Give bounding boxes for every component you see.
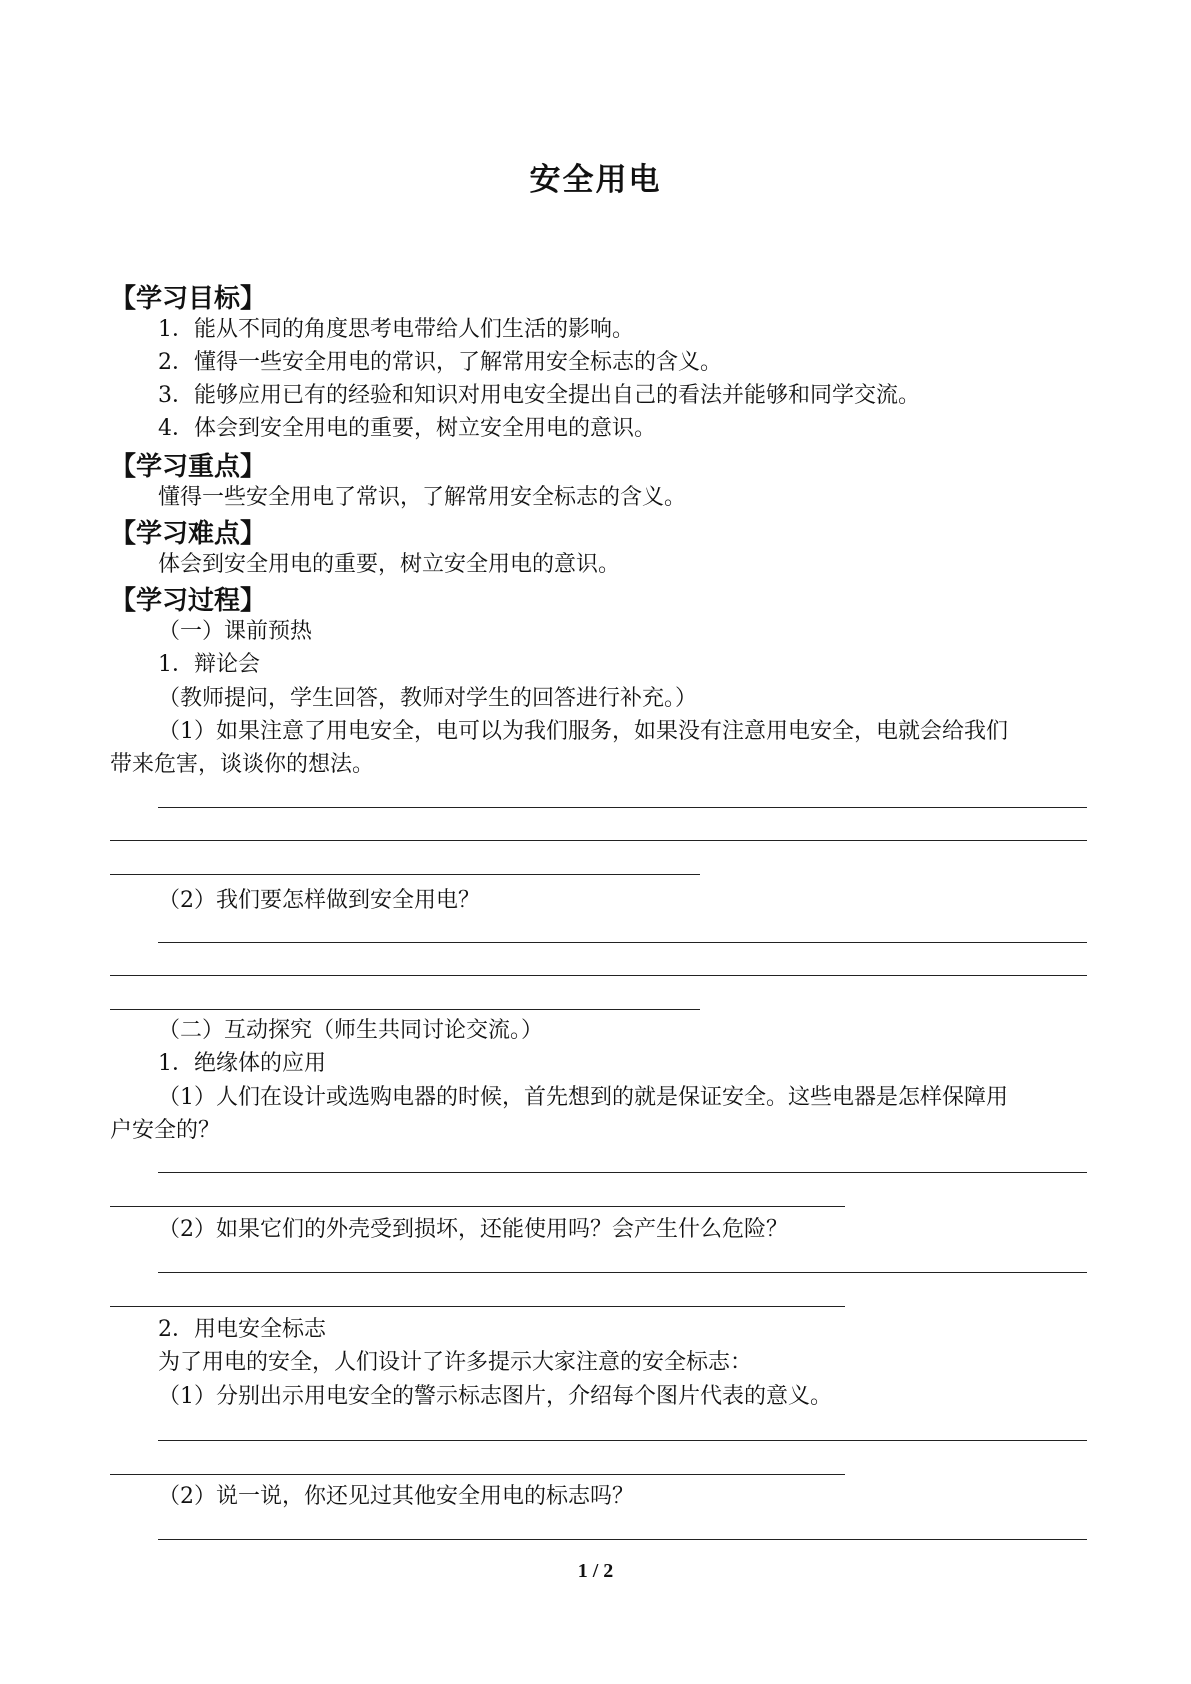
- answer-line[interactable]: [158, 807, 1087, 808]
- part1-question-1: （1）如果注意了用电安全，电可以为我们服务，如果没有注意用电安全，电就会给我们: [158, 719, 1008, 744]
- key-points-text: 懂得一些安全用电了常识，了解常用安全标志的含义。: [158, 485, 687, 510]
- part1-sub1: 1．辩论会: [158, 652, 260, 677]
- part2-intro: 为了用电的安全，人们设计了许多提示大家注意的安全标志：: [158, 1350, 753, 1375]
- answer-line[interactable]: [110, 840, 1087, 841]
- part2-question-3: （1）分别出示用电安全的警示标志图片，介绍每个图片代表的意义。: [158, 1384, 832, 1409]
- part2-sub2: 2．用电安全标志: [158, 1317, 326, 1342]
- answer-line[interactable]: [110, 1474, 845, 1475]
- page-number: 1 / 2: [577, 1560, 614, 1582]
- part1-note: （教师提问，学生回答，教师对学生的回答进行补充。）: [158, 686, 698, 711]
- answer-line[interactable]: [110, 1206, 845, 1207]
- answer-line[interactable]: [158, 942, 1087, 943]
- answer-line[interactable]: [158, 1272, 1087, 1273]
- objective-item: 3．能够应用已有的经验和知识对用电安全提出自己的看法并能够和同学交流。: [158, 383, 920, 408]
- part2-question-4: （2）说一说，你还见过其他安全用电的标志吗？: [158, 1484, 634, 1509]
- part1-question-2: （2）我们要怎样做到安全用电？: [158, 888, 480, 913]
- objective-item: 4．体会到安全用电的重要，树立安全用电的意识。: [158, 416, 656, 441]
- objective-item: 2．懂得一些安全用电的常识，了解常用安全标志的含义。: [158, 350, 722, 375]
- part2-question-2: （2）如果它们的外壳受到损坏，还能使用吗？会产生什么危险？: [158, 1217, 788, 1242]
- answer-line[interactable]: [110, 1009, 700, 1010]
- process-heading: 【学习过程】: [110, 586, 267, 616]
- part1-question-1-cont: 带来危害，谈谈你的想法。: [110, 752, 375, 777]
- answer-line[interactable]: [158, 1440, 1087, 1441]
- answer-line[interactable]: [110, 1306, 845, 1307]
- objectives-heading: 【学习目标】: [110, 284, 267, 314]
- part2-sub1: 1．绝缘体的应用: [158, 1051, 326, 1076]
- answer-line[interactable]: [158, 1172, 1087, 1173]
- answer-line[interactable]: [158, 1539, 1087, 1540]
- answer-line[interactable]: [110, 874, 700, 875]
- objective-item: 1．能从不同的角度思考电带给人们生活的影响。: [158, 317, 634, 342]
- part2-question-1: （1）人们在设计或选购电器的时候，首先想到的就是保证安全。这些电器是怎样保障用: [158, 1085, 1008, 1110]
- difficulties-heading: 【学习难点】: [110, 519, 267, 549]
- part2-question-1-cont: 户安全的？: [110, 1118, 221, 1143]
- page-title: 安全用电: [529, 162, 662, 198]
- difficulties-text: 体会到安全用电的重要，树立安全用电的意识。: [158, 552, 621, 577]
- answer-line[interactable]: [110, 975, 1087, 976]
- part1-title: （一）课前预热: [158, 619, 313, 644]
- part2-title: （二）互动探究（师生共同讨论交流。）: [158, 1018, 544, 1043]
- key-points-heading: 【学习重点】: [110, 452, 267, 482]
